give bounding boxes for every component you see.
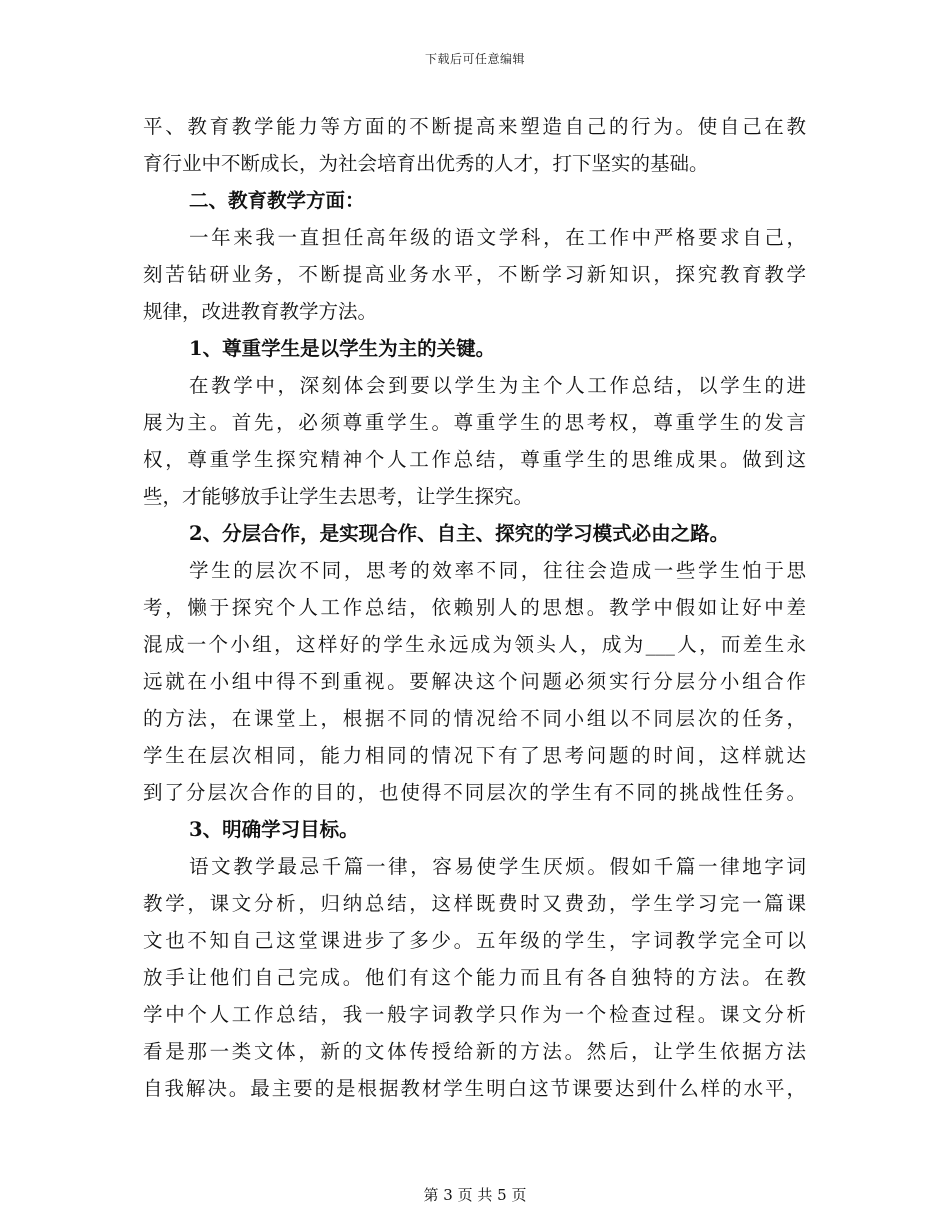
body-text-line: 看是那一类文体，新的文体传授给新的方法。然后，让学生依据方法 bbox=[143, 1040, 806, 1063]
body-text-line: 刻苦钻研业务，不断提高业务水平，不断学习新知识，探究教育教学 bbox=[143, 263, 806, 286]
body-text-line: 的方法，在课堂上，根据不同的情况给不同小组以不同层次的任务， bbox=[143, 707, 806, 730]
body-text-line: 规律，改进教育教学方法。 bbox=[143, 300, 378, 323]
body-text-line: 混成一个小组，这样好的学生永远成为领头人，成为___人，而差生永 bbox=[143, 633, 806, 656]
section-heading-line: 3、明确学习目标。 bbox=[189, 818, 359, 841]
document-body bbox=[143, 108, 806, 1107]
body-text-line: 考，懒于探究个人工作总结，依赖别人的思想。教学中假如让好中差 bbox=[143, 596, 806, 619]
body-text-line: 语文教学最忌千篇一律，容易使学生厌烦。假如千篇一律地字词 bbox=[189, 855, 806, 878]
section-heading-line: 二、教育教学方面： bbox=[189, 189, 365, 212]
body-text-line: 自我解决。最主要的是根据教材学生明白这节课要达到什么样的水平， bbox=[143, 1077, 806, 1100]
body-text-line: 文也不知自己这堂课进步了多少。五年级的学生，字词教学完全可以 bbox=[143, 929, 806, 952]
body-text-line: 教学，课文分析，归纳总结，这样既费时又费劲，学生学习完一篇课 bbox=[143, 892, 806, 915]
body-text-line: 展为主。首先，必须尊重学生。尊重学生的思考权，尊重学生的发言 bbox=[143, 411, 806, 434]
body-text-line: 学中个人工作总结，我一般字词教学只作为一个检查过程。课文分析 bbox=[143, 1003, 806, 1026]
body-text-line: 些，才能够放手让学生去思考，让学生探究。 bbox=[143, 485, 534, 508]
body-text-line: 在教学中，深刻体会到要以学生为主个人工作总结，以学生的进 bbox=[189, 374, 806, 397]
body-text-line: 一年来我一直担任高年级的语文学科，在工作中严格要求自己， bbox=[189, 226, 806, 249]
body-text-line: 平、教育教学能力等方面的不断提高来塑造自己的行为。使自己在教 bbox=[143, 115, 806, 138]
page-number-footer: 第 3 页 共 5 页 bbox=[423, 1186, 527, 1204]
page-header: 下载后可任意编辑 bbox=[424, 52, 525, 66]
body-text-line: 学生的层次不同，思考的效率不同，往往会造成一些学生怕于思 bbox=[189, 559, 806, 582]
body-text-line: 放手让他们自己完成。他们有这个能力而且有各自独特的方法。在教 bbox=[143, 966, 806, 989]
section-heading-line: 2、分层合作，是实现合作、自主、探究的学习模式必由之路。 bbox=[189, 522, 730, 545]
body-text-line: 到了分层次合作的目的，也使得不同层次的学生有不同的挑战性任务。 bbox=[143, 781, 806, 804]
body-text-line: 育行业中不断成长，为社会培育出优秀的人才，打下坚实的基础。 bbox=[143, 152, 709, 175]
body-text-line: 权，尊重学生探究精神个人工作总结，尊重学生的思维成果。做到这 bbox=[143, 448, 806, 471]
section-heading-line: 1、尊重学生是以学生为主的关键。 bbox=[189, 337, 496, 360]
body-text-line: 远就在小组中得不到重视。要解决这个问题必须实行分层分小组合作 bbox=[143, 670, 806, 693]
body-text-line: 学生在层次相同，能力相同的情况下有了思考问题的时间，这样就达 bbox=[143, 744, 806, 767]
